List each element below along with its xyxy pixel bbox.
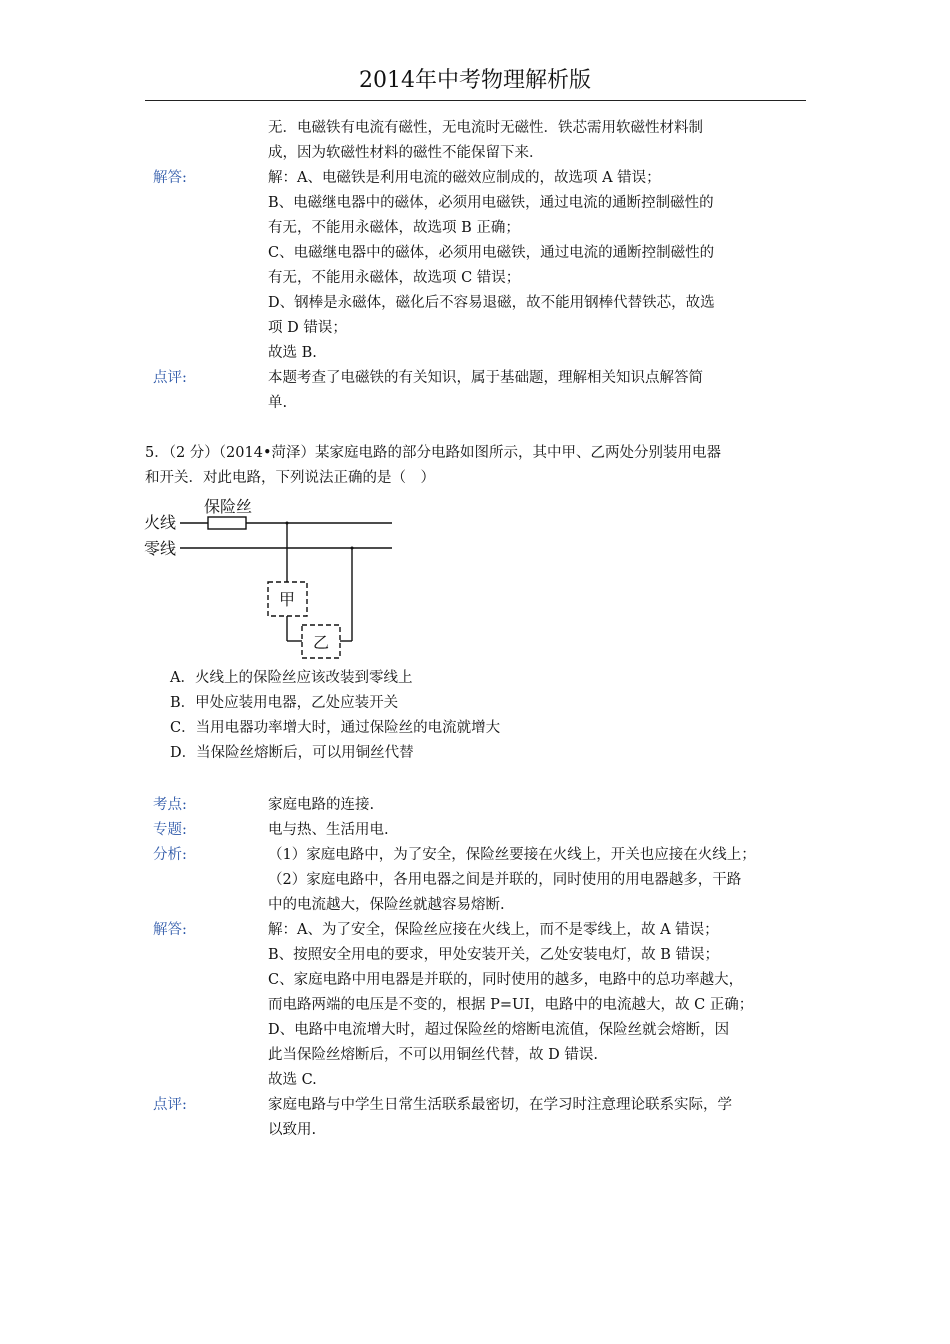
option-a: A．火线上的保险丝应该改装到零线上 (170, 670, 413, 686)
jieda-line: D、电路中电流增大时，超过保险丝的熔断电流值，保险丝就会熔断，因 (268, 1022, 730, 1038)
option-c: C．当用电器功率增大时，通过保险丝的电流就增大 (170, 720, 501, 736)
jieda-line: 故选 C. (268, 1072, 317, 1088)
prev-answer-line: 有无，不能用永磁体，故选项 C 错误； (268, 270, 521, 286)
fenxi-line: 中的电流越大，保险丝就越容易熔断. (268, 897, 505, 913)
prev-answer-label: 解答: (153, 170, 187, 186)
fuse-label: 保险丝 (204, 497, 253, 516)
prev-answer-line: 故选 B. (268, 345, 317, 361)
prev-comment-label: 点评: (153, 370, 187, 386)
kaodian-text: 家庭电路的连接. (268, 797, 375, 813)
prev-answer-line: 项 D 错误； (268, 320, 347, 336)
prev-analysis-line: 无．电磁铁有电流有磁性，无电流时无磁性．铁芯需用软磁性材料制 (268, 120, 703, 136)
dianping-line: 家庭电路与中学生日常生活联系最密切，在学习时注意理论联系实际，学 (268, 1097, 732, 1113)
junction-dot (286, 522, 289, 525)
prev-answer-line: 解：A、电磁铁是利用电流的磁效应制成的，故选项 A 错误； (268, 170, 661, 186)
prev-comment-line: 本题考查了电磁铁的有关知识，属于基础题，理解相关知识点解答简 (268, 370, 703, 386)
jieda-line: 而电路两端的电压是不变的，根据 P=UI，电路中的电流越大，故 C 正确； (268, 997, 754, 1013)
question-stem-line: 和开关．对此电路，下列说法正确的是（ ） (145, 470, 435, 486)
box-jia-label: 甲 (279, 590, 296, 609)
page-title: 2014年中考物理解析版 (359, 68, 591, 93)
prev-comment-line: 单. (268, 395, 288, 411)
dianping-label: 点评: (153, 1097, 187, 1113)
prev-answer-line: B、电磁继电器中的磁体，必须用电磁铁，通过电流的通断控制磁性的 (268, 195, 714, 211)
fenxi-line: （1）家庭电路中，为了安全，保险丝要接在火线上，开关也应接在火线上； (268, 847, 756, 863)
prev-answer-line: C、电磁继电器中的磁体，必须用电磁铁，通过电流的通断控制磁性的 (268, 245, 715, 261)
prev-analysis-line: 成，因为软磁性材料的磁性不能保留下来． (268, 145, 544, 161)
jieda-line: 解：A、为了安全，保险丝应接在火线上，而不是零线上，故 A 错误； (268, 922, 719, 938)
junction-dot (351, 547, 354, 550)
jieda-line: B、按照安全用电的要求，甲处安装开关，乙处安装电灯，故 B 错误； (268, 947, 720, 963)
jieda-line: 此当保险丝熔断后，不可以用铜丝代替，故 D 错误. (268, 1047, 598, 1063)
live-wire-label: 火线 (144, 513, 177, 532)
prev-answer-line: D、钢棒是永磁体，磁化后不容易退磁，故不能用钢棒代替铁芯，故选 (268, 295, 715, 311)
header-rule (145, 100, 806, 101)
circuit-diagram (140, 492, 400, 662)
box-yi-label: 乙 (313, 633, 330, 652)
zhuanti-text: 电与热、生活用电. (268, 822, 389, 838)
dianping-line: 以致用. (268, 1122, 317, 1138)
prev-answer-line: 有无，不能用永磁体，故选项 B 正确； (268, 220, 520, 236)
option-d: D．当保险丝熔断后，可以用铜丝代替 (170, 745, 414, 761)
question-stem-line: 5．（2 分）（2014•菏泽）某家庭电路的部分电路如图所示，其中甲、乙两处分别装用电器 (145, 445, 722, 461)
kaodian-label: 考点: (153, 797, 187, 813)
fenxi-label: 分析: (153, 847, 187, 863)
jieda-label: 解答: (153, 922, 187, 938)
zhuanti-label: 专题: (153, 822, 187, 838)
option-b: B．甲处应装用电器，乙处应装开关 (170, 695, 399, 711)
fuse (208, 517, 246, 529)
fenxi-line: （2）家庭电路中，各用电器之间是并联的，同时使用的用电器越多，干路 (268, 872, 742, 888)
neutral-wire-label: 零线 (144, 539, 177, 558)
jieda-line: C、家庭电路中用电器是并联的，同时使用的越多，电路中的总功率越大， (268, 972, 744, 988)
